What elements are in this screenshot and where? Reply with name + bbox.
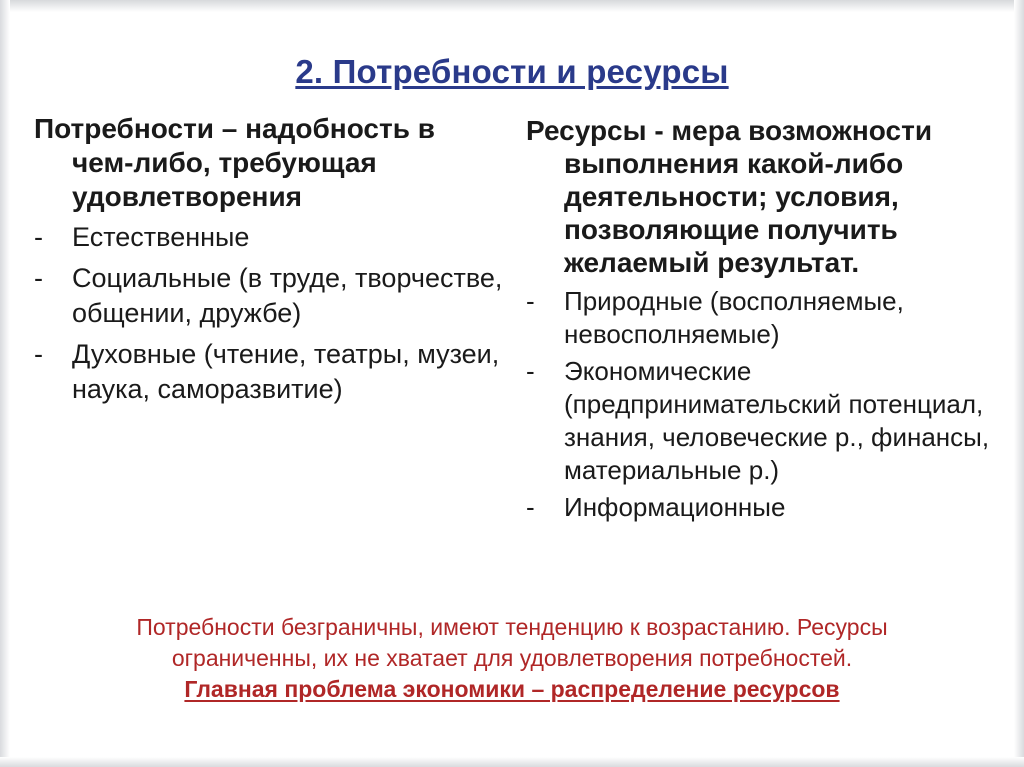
list-dash: - — [34, 339, 43, 369]
conclusion-block — [0, 612, 1024, 705]
list-item-text: Социальные (в труде, творчестве, общении, дружбе) — [72, 263, 503, 328]
list-dash: - — [526, 286, 535, 316]
list-dash: - — [34, 263, 43, 293]
slide-title: 2. Потребности и ресурсы — [295, 53, 729, 90]
list-item-text: Духовные (чтение, театры, музеи, наука, саморазвитие) — [72, 339, 500, 404]
resources-definition: Ресурсы - мера возможности выполнения какой-либо деятельности; условия, позволяющие получить желаемый результат. — [526, 115, 933, 278]
list-item-text: Природные (восполняемые, невосполняемые) — [564, 286, 904, 349]
list-dash: - — [526, 492, 535, 522]
slide-frame-bottom — [0, 757, 1024, 767]
resources-item-information — [526, 491, 1006, 524]
needs-column — [34, 112, 504, 413]
needs-item-spiritual — [34, 337, 504, 407]
resources-column — [526, 114, 1006, 528]
needs-definition: Потребности – надобность в чем-либо, требующая удовлетворения — [34, 113, 435, 212]
list-dash: - — [34, 222, 43, 252]
resources-item-natural — [526, 285, 1006, 351]
list-item-text: Естественные — [72, 222, 250, 252]
needs-item-social — [34, 261, 504, 331]
needs-item-natural — [34, 220, 504, 255]
resources-item-economic — [526, 355, 1006, 487]
conclusion-line-1: Потребности безграничны, имеют тенденцию к возрастанию. Ресурсы — [136, 614, 888, 640]
list-item-text: Экономические (предпринимательский потенциал, знания, человеческие р., финансы, материальные р.) — [564, 356, 990, 485]
slide-frame-top — [0, 0, 1024, 12]
list-dash: - — [526, 356, 535, 386]
conclusion-line-2: ограниченны, их не хватает для удовлетворения потребностей. — [171, 645, 853, 671]
main-problem-statement: Главная проблема экономики – распределение ресурсов — [184, 676, 840, 702]
list-item-text: Информационные — [564, 492, 786, 522]
